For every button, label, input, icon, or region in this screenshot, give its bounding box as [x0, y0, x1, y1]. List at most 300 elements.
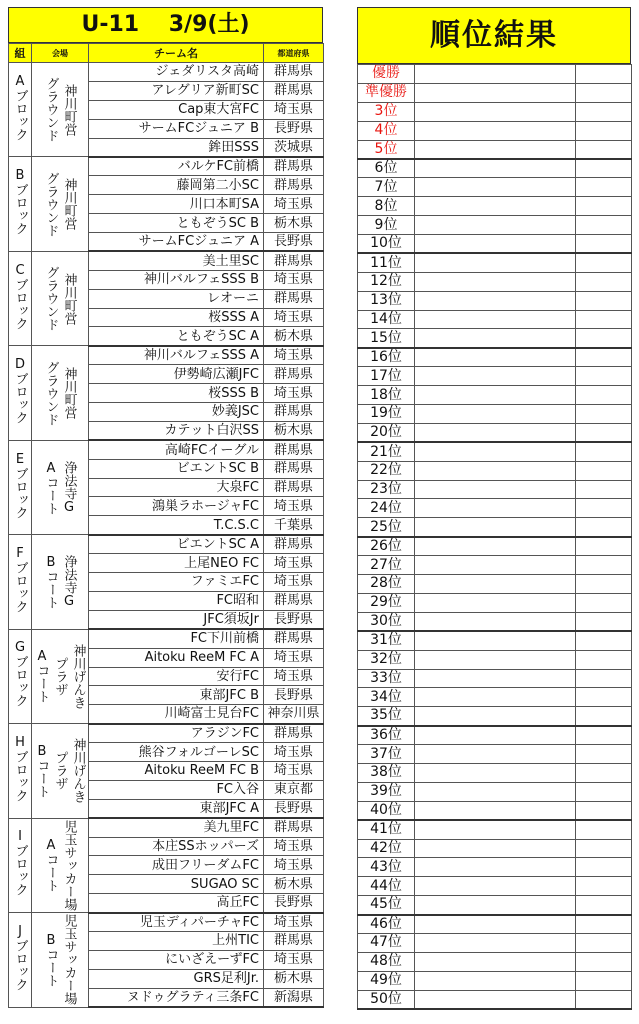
rank-label: 27位 — [358, 556, 415, 575]
team-name: Aitoku ReeM FC B — [89, 761, 264, 780]
rank-team-cell — [415, 593, 576, 612]
team-prefecture: 埼玉県 — [264, 950, 324, 969]
rank-pref-cell — [576, 423, 632, 442]
ranking-row — [358, 896, 632, 915]
venue-cell — [32, 440, 89, 534]
rank-team-cell — [415, 405, 576, 424]
rank-pref-cell — [576, 159, 632, 178]
rank-label: 23位 — [358, 480, 415, 499]
rank-team-cell — [415, 480, 576, 499]
rank-team-cell — [415, 763, 576, 782]
rank-pref-cell — [576, 329, 632, 348]
team-name: 大泉FC — [89, 478, 264, 497]
venue-text: プラザ — [52, 751, 68, 791]
venue-text: 神川げんき — [70, 643, 86, 709]
rank-pref-cell — [576, 480, 632, 499]
venue-text: 神川げんき — [70, 738, 86, 804]
rank-team-cell — [415, 556, 576, 575]
ranking-row — [358, 159, 632, 178]
team-name: 美九里FC — [89, 818, 264, 837]
rank-team-cell — [415, 518, 576, 537]
venue-text: グラウンド — [43, 77, 59, 143]
rank-pref-cell — [576, 178, 632, 197]
block-name — [9, 346, 32, 440]
team-prefecture: 神奈川県 — [264, 705, 324, 724]
rank-label: 33位 — [358, 669, 415, 688]
team-prefecture: 群馬県 — [264, 440, 324, 459]
rank-label: 41位 — [358, 820, 415, 839]
rank-team-cell — [415, 726, 576, 745]
header-team: チーム名 — [89, 44, 264, 63]
rank-team-cell — [415, 971, 576, 990]
team-prefecture: 栃木県 — [264, 327, 324, 346]
rank-team-cell — [415, 688, 576, 707]
team-prefecture: 群馬県 — [264, 629, 324, 648]
block-name — [9, 63, 32, 157]
rank-team-cell — [415, 650, 576, 669]
team-prefecture: 群馬県 — [264, 459, 324, 478]
rank-team-cell — [415, 329, 576, 348]
rank-label: 38位 — [358, 763, 415, 782]
rank-label: 24位 — [358, 499, 415, 518]
rank-pref-cell — [576, 839, 632, 858]
rank-pref-cell — [576, 801, 632, 820]
team-prefecture: 長野県 — [264, 610, 324, 629]
team-prefecture: 群馬県 — [264, 403, 324, 422]
team-name: 安行FC — [89, 667, 264, 686]
team-prefecture: 埼玉県 — [264, 554, 324, 573]
ranking-row — [358, 518, 632, 537]
team-prefecture: 埼玉県 — [264, 100, 324, 119]
rank-pref-cell — [576, 537, 632, 556]
ranking-row — [358, 593, 632, 612]
team-name: 神川バルフェSSS B — [89, 270, 264, 289]
rank-label: 34位 — [358, 688, 415, 707]
ranking-row — [358, 367, 632, 386]
rank-team-cell — [415, 820, 576, 839]
ranking-row — [358, 669, 632, 688]
rank-pref-cell — [576, 933, 632, 952]
team-name: 高丘FC — [89, 894, 264, 913]
team-prefecture: 群馬県 — [264, 365, 324, 384]
team-table-body — [9, 63, 324, 1008]
venue-cell — [32, 535, 89, 629]
team-name: 児玉ディパーチャFC — [89, 913, 264, 932]
team-prefecture: 新潟県 — [264, 988, 324, 1007]
rank-pref-cell — [576, 216, 632, 235]
team-name: 桜SSS A — [89, 308, 264, 327]
team-prefecture: 埼玉県 — [264, 346, 324, 365]
rank-team-cell — [415, 990, 576, 1009]
team-name: 川崎富士見台FC — [89, 705, 264, 724]
team-prefecture: 群馬県 — [264, 289, 324, 308]
rank-label: 15位 — [358, 329, 415, 348]
rank-pref-cell — [576, 745, 632, 764]
rank-label: 30位 — [358, 612, 415, 631]
team-table-section — [8, 7, 323, 1008]
rank-team-cell — [415, 669, 576, 688]
rank-label: 9位 — [358, 216, 415, 235]
ranking-row — [358, 386, 632, 405]
team-name: サームFCジュニア B — [89, 119, 264, 138]
block-name-text: Aブロック — [12, 73, 28, 141]
rank-pref-cell — [576, 461, 632, 480]
block-name — [9, 724, 32, 818]
ranking-row — [358, 952, 632, 971]
ranking-row — [358, 310, 632, 329]
ranking-row — [358, 235, 632, 254]
team-name: Aitoku ReeM FC A — [89, 648, 264, 667]
team-name: アレグリア新町SC — [89, 81, 264, 100]
team-name: カテット白沢SS — [89, 421, 264, 440]
rank-pref-cell — [576, 291, 632, 310]
team-prefecture: 東京都 — [264, 780, 324, 799]
table-row — [9, 251, 324, 270]
ranking-table-body — [358, 65, 632, 1010]
rank-pref-cell — [576, 688, 632, 707]
ranking-row — [358, 442, 632, 461]
team-name: レオーニ — [89, 289, 264, 308]
table-row — [9, 157, 324, 176]
team-prefecture: 埼玉県 — [264, 648, 324, 667]
rank-pref-cell — [576, 121, 632, 140]
block-name — [9, 535, 32, 629]
team-prefecture: 埼玉県 — [264, 837, 324, 856]
rank-pref-cell — [576, 782, 632, 801]
venue-text: Aコート — [43, 460, 59, 515]
rank-team-cell — [415, 253, 576, 272]
team-name: ファミエFC — [89, 573, 264, 592]
team-prefecture: 群馬県 — [264, 591, 324, 610]
team-prefecture: 長野県 — [264, 799, 324, 818]
rank-pref-cell — [576, 197, 632, 216]
table-row — [9, 724, 324, 743]
ranking-row — [358, 197, 632, 216]
team-prefecture: 群馬県 — [264, 535, 324, 554]
ranking-row — [358, 423, 632, 442]
team-name: FC下川前橋 — [89, 629, 264, 648]
rank-label: 11位 — [358, 253, 415, 272]
table-row — [9, 346, 324, 365]
rank-pref-cell — [576, 499, 632, 518]
ranking-table — [357, 64, 632, 1010]
rank-team-cell — [415, 839, 576, 858]
rank-label: 18位 — [358, 386, 415, 405]
team-name: ともぞうSC B — [89, 214, 264, 233]
team-prefecture: 埼玉県 — [264, 667, 324, 686]
venue-text: グラウンド — [43, 360, 59, 426]
team-name: ビエントSC A — [89, 535, 264, 554]
team-name: 伊勢崎広瀬JFC — [89, 365, 264, 384]
rank-team-cell — [415, 782, 576, 801]
rank-label: 3位 — [358, 102, 415, 121]
header-venue: 会場 — [32, 44, 89, 63]
rank-pref-cell — [576, 669, 632, 688]
table-row — [9, 913, 324, 932]
team-name: ともぞうSC A — [89, 327, 264, 346]
event-title: U-11 3/9(土) — [8, 7, 323, 43]
team-name: GRS足利Jr. — [89, 969, 264, 988]
table-row — [9, 629, 324, 648]
ranking-row — [358, 537, 632, 556]
ranking-row — [358, 745, 632, 764]
rank-team-cell — [415, 801, 576, 820]
team-prefecture: 埼玉県 — [264, 743, 324, 762]
rank-pref-cell — [576, 556, 632, 575]
ranking-row — [358, 140, 632, 159]
team-name: 神川バルフェSSS A — [89, 346, 264, 365]
team-prefecture: 埼玉県 — [264, 308, 324, 327]
team-prefecture: 埼玉県 — [264, 573, 324, 592]
ranking-row — [358, 291, 632, 310]
rank-team-cell — [415, 386, 576, 405]
rank-label: 39位 — [358, 782, 415, 801]
team-name: 本庄SSホッパーズ — [89, 837, 264, 856]
rank-label: 35位 — [358, 707, 415, 726]
rank-team-cell — [415, 178, 576, 197]
team-name: にいざえーずFC — [89, 950, 264, 969]
ranking-row — [358, 253, 632, 272]
rank-label: 準優勝 — [358, 83, 415, 102]
rank-team-cell — [415, 121, 576, 140]
rank-team-cell — [415, 65, 576, 84]
ranking-row — [358, 83, 632, 102]
block-name — [9, 913, 32, 1007]
team-prefecture: 群馬県 — [264, 818, 324, 837]
block-name-text: Gブロック — [12, 640, 28, 708]
team-name: 藤岡第二小SC — [89, 176, 264, 195]
ranking-row — [358, 329, 632, 348]
rank-team-cell — [415, 915, 576, 934]
venue-cell — [32, 913, 89, 1007]
rank-pref-cell — [576, 971, 632, 990]
block-name — [9, 440, 32, 534]
rank-label: 46位 — [358, 915, 415, 934]
team-name: Cap東大宮FC — [89, 100, 264, 119]
table-row — [9, 818, 324, 837]
rank-label: 12位 — [358, 272, 415, 291]
team-prefecture: 埼玉県 — [264, 856, 324, 875]
team-prefecture: 千葉県 — [264, 516, 324, 535]
rank-pref-cell — [576, 235, 632, 254]
ranking-row — [358, 612, 632, 631]
team-prefecture: 栃木県 — [264, 421, 324, 440]
block-name — [9, 157, 32, 251]
venue-text: Aコート — [34, 649, 50, 704]
rank-pref-cell — [576, 763, 632, 782]
ranking-row — [358, 782, 632, 801]
rank-team-cell — [415, 707, 576, 726]
ranking-row — [358, 915, 632, 934]
ranking-row — [358, 499, 632, 518]
rank-label: 19位 — [358, 405, 415, 424]
venue-cell — [32, 724, 89, 818]
rank-label: 40位 — [358, 801, 415, 820]
rank-pref-cell — [576, 253, 632, 272]
rank-team-cell — [415, 745, 576, 764]
ranking-row — [358, 461, 632, 480]
rank-team-cell — [415, 896, 576, 915]
table-row — [9, 440, 324, 459]
block-name — [9, 251, 32, 345]
ranking-row — [358, 65, 632, 84]
rank-pref-cell — [576, 386, 632, 405]
table-row — [9, 63, 324, 82]
rank-label: 7位 — [358, 178, 415, 197]
ranking-row — [358, 348, 632, 367]
ranking-row — [358, 272, 632, 291]
rank-pref-cell — [576, 631, 632, 650]
header-group: 組 — [9, 44, 32, 63]
team-name: FC昭和 — [89, 591, 264, 610]
rank-label: 45位 — [358, 896, 415, 915]
rank-label: 32位 — [358, 650, 415, 669]
ranking-row — [358, 688, 632, 707]
venue-cell — [32, 251, 89, 345]
rank-label: 36位 — [358, 726, 415, 745]
rank-team-cell — [415, 423, 576, 442]
venue-cell — [32, 629, 89, 723]
rank-pref-cell — [576, 896, 632, 915]
team-name: 上州TIC — [89, 931, 264, 950]
rank-label: 22位 — [358, 461, 415, 480]
ranking-row — [358, 839, 632, 858]
rank-label: 44位 — [358, 877, 415, 896]
block-name-text: Dブロック — [12, 357, 28, 425]
rank-team-cell — [415, 933, 576, 952]
rank-pref-cell — [576, 405, 632, 424]
rank-team-cell — [415, 159, 576, 178]
rank-pref-cell — [576, 593, 632, 612]
team-prefecture: 埼玉県 — [264, 761, 324, 780]
rank-pref-cell — [576, 990, 632, 1009]
rank-pref-cell — [576, 65, 632, 84]
team-name: 鉾田SSS — [89, 138, 264, 157]
ranking-title: 順位結果 — [357, 7, 631, 64]
venue-cell — [32, 63, 89, 157]
rank-pref-cell — [576, 442, 632, 461]
ranking-section — [357, 7, 631, 1010]
rank-pref-cell — [576, 102, 632, 121]
team-prefecture: 埼玉県 — [264, 497, 324, 516]
venue-text: グラウンド — [43, 171, 59, 237]
block-name — [9, 629, 32, 723]
team-name: 美土里SC — [89, 251, 264, 270]
ranking-row — [358, 801, 632, 820]
team-prefecture: 長野県 — [264, 233, 324, 252]
venue-text: 神川町営 — [61, 272, 77, 325]
rank-pref-cell — [576, 348, 632, 367]
venue-text: 児玉サッカー場 — [61, 819, 77, 911]
rank-team-cell — [415, 83, 576, 102]
rank-pref-cell — [576, 726, 632, 745]
team-table — [8, 43, 324, 1008]
team-name: 東部JFC B — [89, 686, 264, 705]
rank-pref-cell — [576, 877, 632, 896]
venue-text: Aコート — [43, 838, 59, 893]
team-name: SUGAO SC — [89, 875, 264, 894]
rank-team-cell — [415, 291, 576, 310]
rank-pref-cell — [576, 915, 632, 934]
rank-pref-cell — [576, 272, 632, 291]
header-pref: 都道府県 — [264, 44, 324, 63]
rank-label: 6位 — [358, 159, 415, 178]
ranking-row — [358, 575, 632, 594]
rank-team-cell — [415, 197, 576, 216]
team-name: JFC須坂Jr — [89, 610, 264, 629]
team-name: 高崎FCイーグル — [89, 440, 264, 459]
ranking-row — [358, 631, 632, 650]
rank-label: 4位 — [358, 121, 415, 140]
venue-cell — [32, 346, 89, 440]
team-name: ヌドゥグラティ三条FC — [89, 988, 264, 1007]
rank-pref-cell — [576, 518, 632, 537]
rank-team-cell — [415, 575, 576, 594]
rank-label: 43位 — [358, 858, 415, 877]
venue-text: 神川町営 — [61, 367, 77, 420]
rank-label: 49位 — [358, 971, 415, 990]
rank-team-cell — [415, 442, 576, 461]
team-prefecture: 埼玉県 — [264, 195, 324, 214]
team-name: 東部JFC A — [89, 799, 264, 818]
team-name: 鴻巣ラホージャFC — [89, 497, 264, 516]
rank-team-cell — [415, 235, 576, 254]
team-name: T.C.S.C — [89, 516, 264, 535]
team-name: 桜SSS B — [89, 384, 264, 403]
team-name: バルケFC前橋 — [89, 157, 264, 176]
ranking-row — [358, 102, 632, 121]
rank-label: 8位 — [358, 197, 415, 216]
rank-team-cell — [415, 216, 576, 235]
rank-pref-cell — [576, 140, 632, 159]
team-prefecture: 茨城県 — [264, 138, 324, 157]
block-name-text: Bブロック — [12, 168, 28, 236]
team-prefecture: 群馬県 — [264, 251, 324, 270]
ranking-row — [358, 858, 632, 877]
team-name: ビエントSC B — [89, 459, 264, 478]
rank-label: 42位 — [358, 839, 415, 858]
team-name: 熊谷フォルゴーレSC — [89, 743, 264, 762]
venue-text: 浄法寺G — [61, 460, 77, 515]
venue-text: 浄法寺G — [61, 554, 77, 609]
rank-team-cell — [415, 367, 576, 386]
venue-text: 神川町営 — [61, 83, 77, 136]
venue-text: Bコート — [43, 554, 59, 609]
ranking-row — [358, 405, 632, 424]
venue-text: 児玉サッカー場 — [61, 914, 77, 1006]
team-prefecture: 長野県 — [264, 119, 324, 138]
rank-label: 17位 — [358, 367, 415, 386]
rank-team-cell — [415, 499, 576, 518]
team-prefecture: 埼玉県 — [264, 913, 324, 932]
block-name-text: Cブロック — [12, 262, 28, 330]
rank-team-cell — [415, 631, 576, 650]
team-name: ジェダリスタ高崎 — [89, 63, 264, 82]
team-prefecture: 群馬県 — [264, 63, 324, 82]
team-prefecture: 群馬県 — [264, 176, 324, 195]
block-name-text: Eブロック — [12, 451, 28, 519]
venue-cell — [32, 818, 89, 912]
venue-cell — [32, 157, 89, 251]
rank-team-cell — [415, 461, 576, 480]
rank-label: 14位 — [358, 310, 415, 329]
rank-label: 13位 — [358, 291, 415, 310]
rank-pref-cell — [576, 575, 632, 594]
rank-team-cell — [415, 877, 576, 896]
rank-pref-cell — [576, 612, 632, 631]
team-prefecture: 長野県 — [264, 686, 324, 705]
rank-label: 5位 — [358, 140, 415, 159]
